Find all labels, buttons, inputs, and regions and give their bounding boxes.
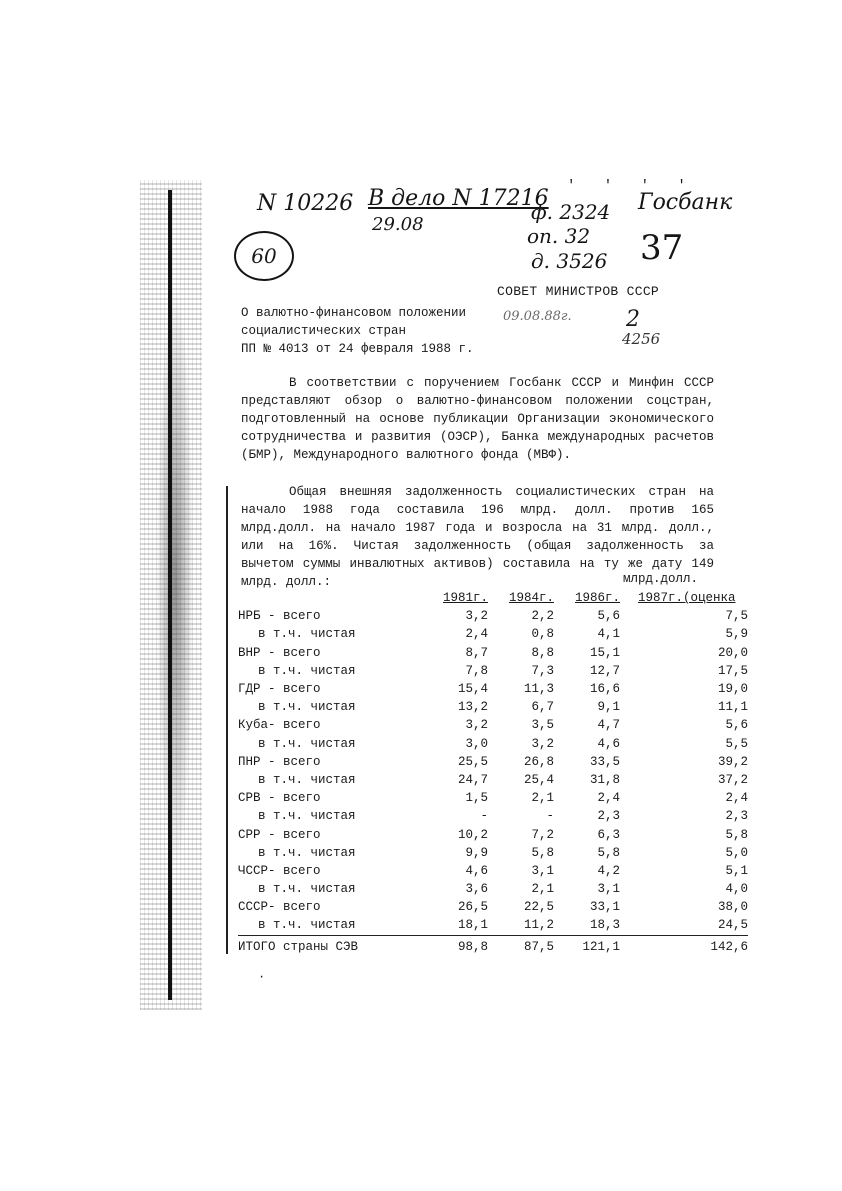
row-value: 18,3 [554,916,620,935]
row-value: 2,1 [531,791,554,806]
row-value: 7,8 [465,663,488,678]
row-value: 3,2 [465,718,488,733]
row-value: 5,5 [725,736,748,751]
row-label: ГДР - всего [238,682,321,697]
row-value: 5,6 [597,609,620,624]
row-value: 5,8 [531,845,554,860]
table-row [238,898,748,916]
table-row [238,716,748,734]
row-value: 2,3 [597,809,620,824]
ink-dots: ' ' ' ' [567,178,696,194]
row-value: 33,5 [589,754,620,769]
row-label: НРБ - всего [238,609,321,624]
row-label: в т.ч. чистая [258,845,356,860]
row-value: 3,6 [465,882,488,897]
row-value: 33,1 [589,900,620,915]
handwritten-to-file: В дело N 17216 [368,186,549,211]
table-header-cell: 1987г.(оценка [638,591,736,606]
row-value: 3,2 [465,609,488,624]
handwritten-agency: Госбанк [638,190,733,215]
table-row [238,698,748,716]
row-value: 1,5 [465,791,488,806]
row-value: 13,2 [457,700,488,715]
row-label: СРР - всего [238,827,321,842]
row-value: 7,5 [725,609,748,624]
row-value: 7,3 [531,663,554,678]
row-value: 8,8 [531,645,554,660]
row-value: 19,0 [717,682,748,697]
row-value: 38,0 [717,900,748,915]
table-row [238,916,748,935]
row-value: 142,6 [710,939,748,954]
row-value: 4,7 [597,718,620,733]
row-value: 4,2 [597,863,620,878]
row-value: 3,0 [465,736,488,751]
row-label: в т.ч. чистая [258,627,356,642]
row-value: - [546,809,554,824]
row-value: 5,9 [725,627,748,642]
row-value: 4,0 [725,882,748,897]
row-value: 24,5 [620,916,748,935]
table-header-cell: 1984г. [508,591,554,606]
row-value: 3,5 [531,718,554,733]
handwritten-opis: оп. 32 [527,224,591,248]
row-label: ЧССР- всего [238,863,321,878]
row-value: - [480,809,488,824]
table-row [238,625,748,643]
table-row [238,862,748,880]
row-value: 18,1 [428,916,488,935]
row-value: 25,5 [457,754,488,769]
row-value: 5,0 [725,845,748,860]
row-value: 5,6 [725,718,748,733]
row-value: 3,1 [597,882,620,897]
row-value: 11,2 [488,916,554,935]
row-value: 4,1 [597,627,620,642]
row-label: ПНР - всего [238,754,321,769]
handwritten-to-file-date: 29.08 [372,214,424,235]
row-label: в т.ч. чистая [258,736,356,751]
table-row [238,662,748,680]
row-value: 26,5 [457,900,488,915]
circled-number-text: 60 [251,244,277,268]
paragraph-2-text: Общая внешняя задолженность социалистических стран на начало 1988 года составила 196 млрд. долл. против 165 млрд.долл. на начало 1987 года и возросла на 31 млрд. долл., или на 16%. Чистая задолженность (общая задолженность за вычетом суммы инвалютных активов) составила на ту же дату 149 млрд. долл.: [241,485,714,589]
handwritten-file-number: N 10226 [257,191,354,216]
row-value: 2,2 [531,609,554,624]
row-value: 87,5 [523,939,554,954]
row-label: в т.ч. чистая [238,916,428,935]
row-value: 5,1 [725,863,748,878]
row-value: 2,4 [465,627,488,642]
row-value: 25,4 [523,772,554,787]
row-label: в т.ч. чистая [258,700,356,715]
paragraph-1-text: В соответствии с поручением Госбанк СССР и Минфин СССР представляют обзор о валютно-финансовом положении соцстран, подготовленный на основе публикации Организации экономического сотрудничества и развития (ОЭСР), Банка международных расчетов (БМР), Международного валютного фонда (МВФ). [241,376,714,462]
row-value: 5,8 [725,827,748,842]
table-row [238,753,748,771]
row-label: в т.ч. чистая [258,882,356,897]
row-label: в т.ч. чистая [258,809,356,824]
row-label: СРВ - всего [238,791,321,806]
table-row [238,880,748,898]
row-value: 20,0 [717,645,748,660]
addressee: СОВЕТ МИНИСТРОВ СССР [497,284,660,299]
row-value: 3,1 [531,863,554,878]
subject-block [241,304,474,358]
row-value: 4,6 [597,736,620,751]
row-value: 9,9 [465,845,488,860]
row-value: 17,5 [717,663,748,678]
row-value: 7,2 [531,827,554,842]
table-row [238,789,748,807]
handwritten-delo: д. 3526 [531,249,608,273]
subject-line: ПП № 4013 от 24 февраля 1988 г. [241,342,474,356]
row-value: 12,7 [589,663,620,678]
subject-line: О валютно-финансовом положении [241,306,467,320]
row-value: 6,7 [531,700,554,715]
row-value: 16,6 [589,682,620,697]
row-label: в т.ч. чистая [258,663,356,678]
row-value: 37,2 [717,772,748,787]
row-label: ВНР - всего [238,645,321,660]
stamp-number: 2 [626,307,640,332]
handwritten-sheet-number: 37 [640,228,684,268]
paragraph-1 [241,374,714,464]
debt-table [238,589,748,956]
row-label: ИТОГО страны СЭВ [238,939,359,954]
row-label: в т.ч. чистая [258,772,356,787]
stray-mark: · [258,970,266,984]
handwritten-fond: ф. 2324 [531,200,611,224]
table-row [238,771,748,789]
row-label: СССР- всего [238,900,321,915]
row-value: 2,1 [531,882,554,897]
row-value: 39,2 [717,754,748,769]
row-value: 15,1 [589,645,620,660]
row-value: 8,7 [465,645,488,660]
table-header-cell: 1981г. [442,591,488,606]
row-value: 121,1 [582,939,620,954]
table-row [238,607,748,625]
table-header-blank [238,589,428,607]
table-header-row [238,589,748,607]
binding-line [168,190,172,1000]
table-total-row [238,935,748,956]
debt-table-body [238,607,748,956]
table-units: млрд.долл. [623,572,699,586]
row-value: 4,6 [465,863,488,878]
stamp-date: 09.08.88г. [503,309,572,324]
table-row [238,844,748,862]
row-value: 2,4 [597,791,620,806]
subject-line: социалистических стран [241,324,407,338]
table-row [238,825,748,843]
row-value: 2,4 [725,791,748,806]
row-value: 24,7 [457,772,488,787]
table-row [238,735,748,753]
row-value: 9,1 [597,700,620,715]
row-value: 5,8 [597,845,620,860]
row-value: 3,2 [531,736,554,751]
row-value: 0,8 [531,627,554,642]
table-row [238,680,748,698]
row-value: 26,8 [523,754,554,769]
circled-number [234,231,294,281]
stamp-number-2: 4256 [622,330,661,348]
row-value: 6,3 [597,827,620,842]
table-header-cell: 1986г. [574,591,620,606]
margin-line [226,486,228,954]
row-value: 15,4 [457,682,488,697]
row-value: 11,1 [717,700,748,715]
row-value: 98,8 [457,939,488,954]
row-value: 31,8 [589,772,620,787]
row-value: 10,2 [457,827,488,842]
table-row [238,807,748,825]
row-label: Куба- всего [238,718,321,733]
table-row [238,644,748,662]
row-value: 11,3 [523,682,554,697]
row-value: 2,3 [725,809,748,824]
row-value: 22,5 [523,900,554,915]
